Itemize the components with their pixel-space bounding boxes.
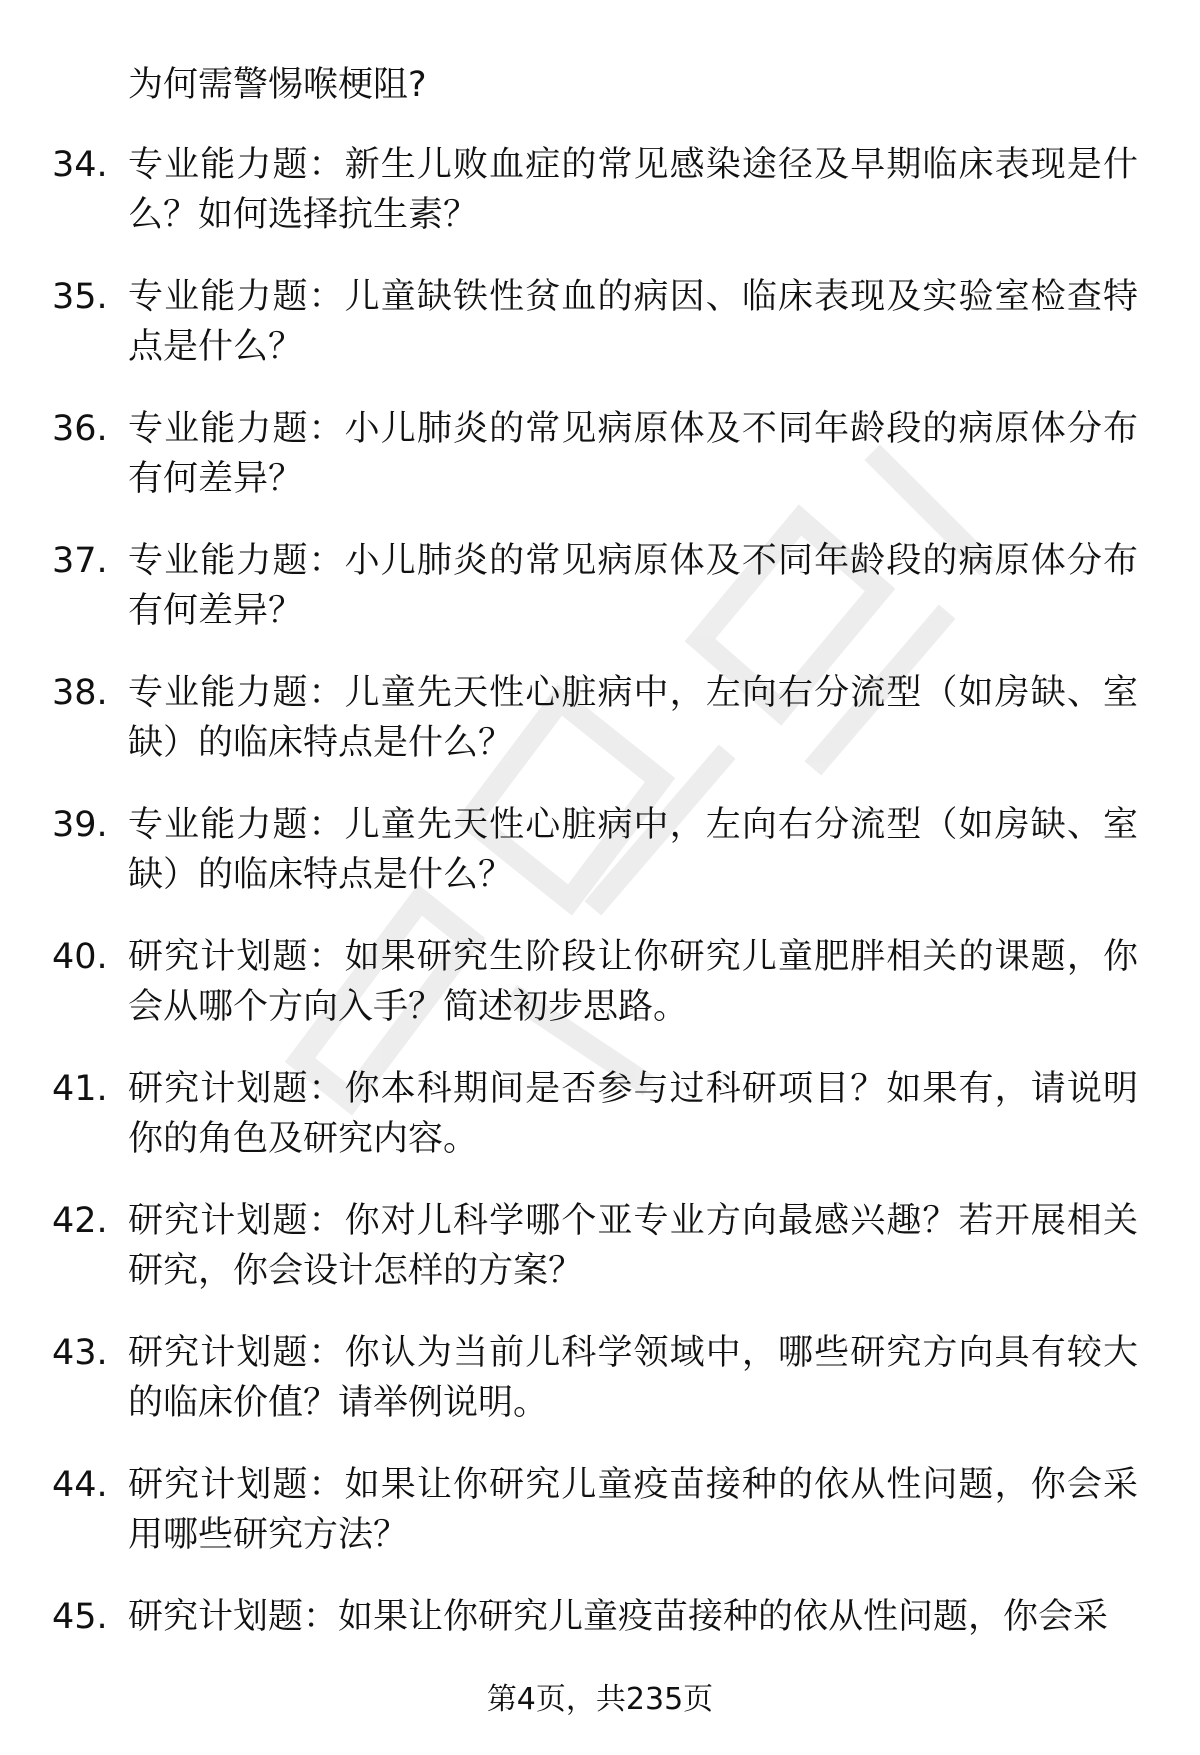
question-number: 38. — [52, 673, 108, 713]
question-number: 40. — [52, 937, 108, 977]
question-number: 36. — [52, 409, 108, 449]
question-text: 专业能力题：儿童先天性心脏病中，左向右分流型（如房缺、室缺）的临床特点是什么？ — [128, 805, 1138, 895]
question-text: 研究计划题：如果研究生阶段让你研究儿童肥胖相关的课题，你会从哪个方向入手？简述初步思路。 — [128, 937, 1138, 1027]
question-text: 专业能力题：新生儿败血症的常见感染途径及早期临床表现是什么？如何选择抗生素？ — [128, 145, 1138, 235]
page-footer: 第4页，共235页 — [486, 1682, 714, 1717]
question-text: 研究计划题：你认为当前儿科学领域中，哪些研究方向具有较大的临床价值？请举例说明。 — [128, 1333, 1138, 1423]
question-text: 研究计划题：你本科期间是否参与过科研项目？如果有，请说明你的角色及研究内容。 — [128, 1069, 1138, 1159]
question-number: 37. — [52, 541, 108, 581]
question-item — [0, 1064, 1200, 1196]
question-item — [0, 1196, 1200, 1328]
question-number: 42. — [52, 1201, 108, 1241]
question-number: 35. — [52, 277, 108, 317]
question-item — [0, 536, 1200, 668]
question-item — [0, 1460, 1200, 1592]
question-item — [0, 932, 1200, 1064]
question-item — [0, 272, 1200, 404]
continuation-text: 为何需警惕喉梗阻? — [128, 65, 427, 105]
question-number: 39. — [52, 805, 108, 845]
question-number: 41. — [52, 1069, 108, 1109]
question-item — [0, 668, 1200, 800]
question-list — [0, 140, 1200, 1724]
question-number: 34. — [52, 145, 108, 185]
question-number: 45. — [52, 1597, 108, 1637]
question-text: 专业能力题：儿童缺铁性贫血的病因、临床表现及实验室检查特点是什么？ — [128, 277, 1138, 367]
question-number: 43. — [52, 1333, 108, 1373]
question-number: 44. — [52, 1465, 108, 1505]
question-text: 研究计划题：你对儿科学哪个亚专业方向最感兴趣？若开展相关研究，你会设计怎样的方案？ — [128, 1201, 1138, 1291]
question-text: 专业能力题：儿童先天性心脏病中，左向右分流型（如房缺、室缺）的临床特点是什么？ — [128, 673, 1138, 763]
question-text: 研究计划题：如果让你研究儿童疫苗接种的依从性问题，你会采 — [128, 1597, 1109, 1637]
question-text: 研究计划题：如果让你研究儿童疫苗接种的依从性问题，你会采用哪些研究方法？ — [128, 1465, 1138, 1555]
question-item — [0, 800, 1200, 932]
question-item — [0, 1328, 1200, 1460]
question-text: 专业能力题：小儿肺炎的常见病原体及不同年龄段的病原体分布有何差异？ — [128, 541, 1138, 631]
question-item — [0, 404, 1200, 536]
question-item — [0, 140, 1200, 272]
question-text: 专业能力题：小儿肺炎的常见病原体及不同年龄段的病原体分布有何差异？ — [128, 409, 1138, 499]
